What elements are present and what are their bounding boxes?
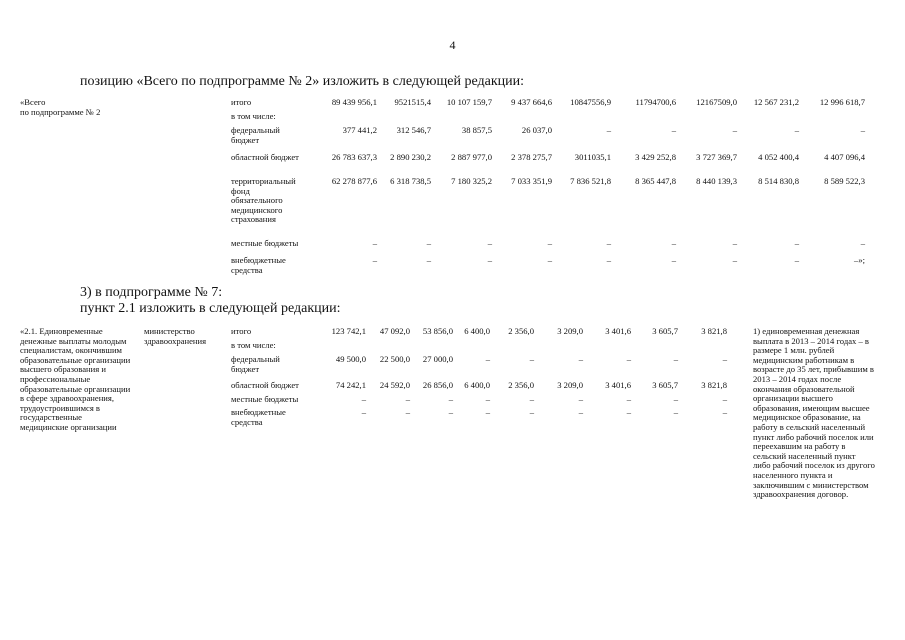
table1-cell: 8 365 447,8 — [635, 176, 676, 186]
table2-cell: 3 401,6 — [605, 380, 631, 390]
table2-cell: 3 605,7 — [652, 326, 678, 336]
table2-source: внебюджетные средства — [231, 407, 286, 427]
table1-cell: – — [547, 255, 552, 265]
table2-cell: – — [578, 354, 583, 364]
table2-cell: – — [673, 354, 678, 364]
table1-cell: 26 783 637,3 — [331, 152, 377, 162]
table2-cell: 3 401,6 — [605, 326, 631, 336]
table2-cell: – — [578, 407, 583, 417]
table1-cell: 4 407 096,4 — [824, 152, 865, 162]
table1-cell: 7 180 325,2 — [451, 176, 492, 186]
table2-cell: – — [448, 407, 453, 417]
table2-cell: – — [626, 407, 631, 417]
table2-source: федеральный бюджет — [231, 354, 280, 374]
table2-cell: 53 856,0 — [422, 326, 453, 336]
table2-cell: – — [485, 394, 490, 404]
table1-cell: – — [671, 125, 676, 135]
table1-cell: 4 052 400,4 — [758, 152, 799, 162]
table1-cell: – — [372, 255, 377, 265]
table1-cell: 62 278 877,6 — [331, 176, 377, 186]
table2-cell: – — [722, 394, 727, 404]
table1-cell: 7 033 351,9 — [511, 176, 552, 186]
table1-cell: – — [794, 238, 799, 248]
table2-cell: – — [485, 407, 490, 417]
table1-cell: 12 567 231,2 — [753, 97, 799, 107]
table1-cell: 6 318 738,5 — [390, 176, 431, 186]
table1-cell: 3011035,1 — [574, 152, 611, 162]
table2-cell: – — [722, 354, 727, 364]
table1-cell: – — [606, 238, 611, 248]
table1-cell: 8 589 522,3 — [824, 176, 865, 186]
table2-cell: 6 400,0 — [464, 380, 490, 390]
page-number: 4 — [449, 38, 456, 52]
table1-cell: 7 836 521,8 — [570, 176, 611, 186]
table2-executor: министерство здравоохранения — [144, 326, 207, 346]
table2-cell: – — [529, 354, 534, 364]
table2-cell: – — [361, 407, 366, 417]
table2-cell: 2 356,0 — [508, 380, 534, 390]
table2-source: в том числе: — [231, 340, 276, 350]
table2-cell: 49 500,0 — [335, 354, 366, 364]
table2-cell: – — [529, 407, 534, 417]
table2-cell: – — [448, 394, 453, 404]
table1-cell: – — [794, 125, 799, 135]
table1-cell: – — [372, 238, 377, 248]
table1-cell: – — [860, 238, 865, 248]
table1-cell: 3 727 369,7 — [696, 152, 737, 162]
table1-source: местные бюджеты — [231, 238, 299, 248]
table1-cell: – — [671, 255, 676, 265]
table1-cell: – — [606, 125, 611, 135]
table2-cell: 3 821,8 — [701, 326, 727, 336]
table2-cell: 6 400,0 — [464, 326, 490, 336]
table1-cell: – — [487, 255, 492, 265]
table1-cell: – — [732, 125, 737, 135]
table2-cell: 27 000,0 — [422, 354, 453, 364]
table1-cell: 11794700,6 — [635, 97, 676, 107]
table2-cell: – — [722, 407, 727, 417]
table2-cell: – — [673, 407, 678, 417]
table1-cell: – — [860, 125, 865, 135]
subheading-item-2-1: пункт 2.1 изложить в следующей редакции: — [80, 301, 341, 316]
table1-cell: – — [487, 238, 492, 248]
table2-cell: 24 592,0 — [379, 380, 410, 390]
table1-cell: – — [794, 255, 799, 265]
table1-source: внебюджетные средства — [231, 255, 286, 275]
table2-cell: – — [578, 394, 583, 404]
table2-cell: – — [405, 407, 410, 417]
table2-expected-result: 1) единовременная денежная выплата в 2013 – 2014 годах – в размере 1 млн. рублей медицинским работникам в возрасте до 35 лет, прибывшим в 2013 – 2014 годах после окончания образовательной организации высшего образования, имеющим высшее медицинское образование, на работу в сельский населенный пункт либо рабочий поселок или переехавшим на работу в сельский населенный пункт либо рабочий поселок из другого населенного пункта и заключившим с министерством здравоохранения договор. — [753, 326, 875, 500]
table2-cell: – — [626, 354, 631, 364]
table1-source: федеральный бюджет — [231, 125, 280, 145]
table1-cell: – — [426, 255, 431, 265]
table2-cell: 22 500,0 — [379, 354, 410, 364]
subheading-subprogram-7: 3) в подпрограмме № 7: — [80, 285, 223, 300]
table2-source: итого — [231, 326, 252, 336]
table1-source: территориальный фонд обязательного медицинского страхования — [231, 176, 296, 225]
table1-cell: 2 890 230,2 — [390, 152, 431, 162]
table1-cell: 377 441,2 — [342, 125, 377, 135]
table2-cell: 74 242,1 — [335, 380, 366, 390]
table1-source: в том числе: — [231, 111, 276, 121]
table1-source: итого — [231, 97, 252, 107]
table1-cell: – — [732, 255, 737, 265]
table1-label-line1: «Всего — [20, 97, 46, 107]
table1-cell: – — [732, 238, 737, 248]
table1-cell: – — [547, 238, 552, 248]
table1-cell: 8 440 139,3 — [696, 176, 737, 186]
table2-cell: – — [405, 394, 410, 404]
table1-cell: 312 546,7 — [396, 125, 431, 135]
intro-heading: позицию «Всего по подпрограмме № 2» изложить в следующей редакции: — [80, 74, 525, 89]
table2-measure-name: «2.1. Единовременные денежные выплаты молодым специалистам, окончившим образовательные организации высшего образования и профессиональные образовательные организации в сфере здравоохранения, трудоустроившимся в государственные медицинские организации — [20, 326, 131, 432]
table2-source: областной бюджет — [231, 380, 299, 390]
table2-cell: – — [673, 394, 678, 404]
table1-cell: 9 437 664,6 — [511, 97, 552, 107]
table1-cell: – — [671, 238, 676, 248]
table1-cell: – — [606, 255, 611, 265]
table1-cell: 38 857,5 — [461, 125, 492, 135]
table2-cell: 3 605,7 — [652, 380, 678, 390]
table2-cell: 3 209,0 — [557, 326, 583, 336]
table1-cell: –»; — [854, 255, 865, 265]
table2-cell: 3 209,0 — [557, 380, 583, 390]
table1-cell: 9521515,4 — [394, 97, 431, 107]
table2-cell: – — [626, 394, 631, 404]
table1-cell: 3 429 252,8 — [635, 152, 676, 162]
table2-cell: – — [529, 394, 534, 404]
table1-cell: 26 037,0 — [521, 125, 552, 135]
table2-source: местные бюджеты — [231, 394, 299, 404]
table1-cell: 12167509,0 — [696, 97, 737, 107]
table1-label-line2: по подпрограмме № 2 — [20, 107, 101, 117]
table1-cell: 2 378 275,7 — [511, 152, 552, 162]
table1-cell: 2 887 977,0 — [451, 152, 492, 162]
table2-cell: 3 821,8 — [701, 380, 727, 390]
table1-source: областной бюджет — [231, 152, 299, 162]
table2-cell: 2 356,0 — [508, 326, 534, 336]
table1-cell: 8 514 830,8 — [758, 176, 799, 186]
table2-cell: – — [361, 394, 366, 404]
table2-cell: 26 856,0 — [422, 380, 453, 390]
table1-cell: – — [426, 238, 431, 248]
table1-cell: 89 439 956,1 — [331, 97, 377, 107]
table1-cell: 10 107 159,7 — [446, 97, 492, 107]
table2-cell: 47 092,0 — [379, 326, 410, 336]
table2-cell: – — [485, 354, 490, 364]
table1-cell: 12 996 618,7 — [819, 97, 865, 107]
table1-cell: 10847556,9 — [570, 97, 611, 107]
table2-cell: 123 742,1 — [331, 326, 366, 336]
